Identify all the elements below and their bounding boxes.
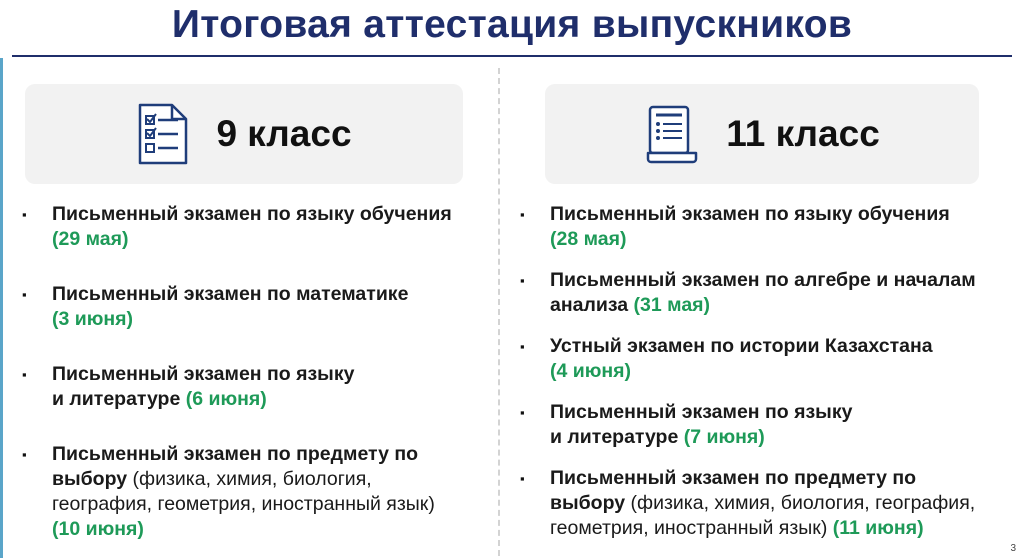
exam-date: (4 июня) [550,360,632,382]
exam-date: (3 июня) [52,308,134,330]
exam-date: (28 мая) [550,228,627,250]
subject-options: (физика, химия, биология, география, [630,492,976,514]
grade-9-exam-list [22,202,492,542]
bullet-icon: ▪ [22,207,27,222]
exam-date: (10 июня) [52,518,144,540]
bullet-icon: ▪ [22,287,27,302]
list-item [22,362,492,412]
exam-name: Письменный экзамен по языку [550,401,853,423]
exam-name: Письменный экзамен по языку обучения [52,203,452,225]
bullet-icon: ▪ [22,447,27,462]
exam-name: Устный экзамен по истории Казахстана [550,335,933,357]
left-accent-line [0,58,3,558]
exam-name-cont: анализа [550,294,629,316]
certificate-scroll-icon [644,104,700,164]
list-item [520,400,1018,450]
grade-11-exam-list [520,202,1018,541]
exam-date: (6 июня) [185,388,267,410]
grade-11-header-card [545,84,979,184]
subject-options: (физика, химия, биология, [132,468,372,490]
slide-number: 3 [1010,543,1016,554]
list-item [520,202,1018,252]
title-underline [12,55,1012,57]
exam-name: Письменный экзамен по предмету по [52,443,419,465]
grade-9-header-card [25,84,463,184]
exam-name: Письменный экзамен по предмету по [550,467,917,489]
exam-date: (7 июня) [683,426,765,448]
exam-name-cont: выбору [550,492,626,514]
bullet-icon: ▪ [520,207,525,222]
bullet-icon: ▪ [520,471,525,486]
list-item [520,268,1018,318]
exam-name: Письменный экзамен по математике [52,283,409,305]
bullet-icon: ▪ [520,339,525,354]
exam-name-cont: и литературе [52,388,181,410]
column-divider [498,68,500,556]
subject-options-cont: геометрия, иностранный язык) [550,517,828,539]
checklist-document-icon [136,102,190,166]
slide-title: Итоговая аттестация выпускников [171,3,853,46]
exam-name-cont: выбору [52,468,128,490]
exam-date: (31 мая) [633,294,711,316]
bullet-icon: ▪ [520,405,525,420]
list-item [22,202,492,252]
list-item [520,466,1018,541]
subject-options-cont: география, геометрия, иностранный язык) [52,493,435,515]
exam-name: Письменный экзамен по языку [52,363,355,385]
exam-date: (29 мая) [52,228,129,250]
exam-name-cont: и литературе [550,426,679,448]
grade-11-title: 11 класс [726,113,880,154]
exam-name: Письменный экзамен по языку обучения [550,203,950,225]
bullet-icon: ▪ [520,273,525,288]
bullet-icon: ▪ [22,367,27,382]
list-item [22,282,492,332]
list-item [520,334,1018,384]
list-item [22,442,492,542]
grade-9-title: 9 класс [216,113,352,154]
exam-name: Письменный экзамен по алгебре и началам [550,269,976,291]
exam-date: (11 июня) [832,517,924,539]
